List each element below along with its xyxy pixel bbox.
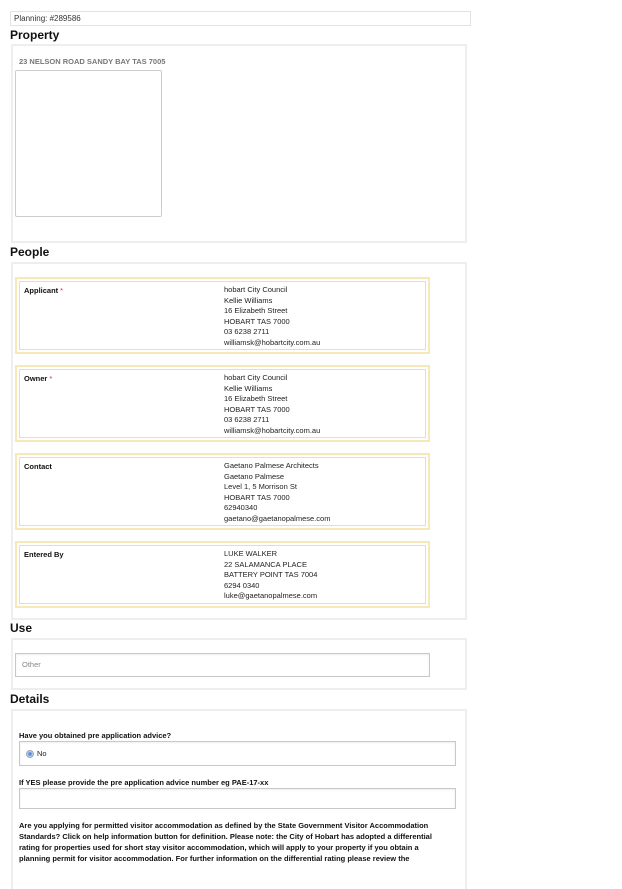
role-label: Contact [24,462,52,471]
role-label: Entered By [24,550,64,559]
use-field[interactable]: Other [15,653,430,677]
section-title-property: Property [10,28,60,42]
person-card-contact[interactable] [15,453,430,530]
people-panel [11,262,467,620]
property-panel [11,44,467,243]
property-map[interactable] [15,70,162,217]
person-details: LUKE WALKER 22 SALAMANCA PLACE BATTERY POINT TAS 7004 6294 0340 luke@gaetanopalmese.com [224,549,318,601]
advice-number-label: If YES please provide the pre application advice number eg PAE-17-xx [19,778,269,787]
section-title-details: Details [10,692,50,706]
details-panel [11,709,467,889]
required-marker: * [49,374,53,383]
person-details: hobart City Council Kellie Williams 16 Elizabeth Street HOBART TAS 7000 03 6238 2711 williamsk@hobartcity.com.au [224,373,321,435]
use-panel [11,638,467,690]
person-details: hobart City Council Kellie Williams 16 Elizabeth Street HOBART TAS 7000 03 6238 2711 williamsk@hobartcity.com.au [224,285,321,347]
pre-application-question: Have you obtained pre application advice? [19,731,172,740]
property-address: 23 NELSON ROAD SANDY BAY TAS 7005 [19,57,166,66]
person-card-entered-by[interactable] [15,541,430,608]
person-details: Gaetano Palmese Architects Gaetano Palmese Level 1, 5 Morrison St HOBART TAS 7000 62940340 gaetano@gaetanopalmese.com [224,461,331,523]
planning-reference: Planning: #289586 [10,11,471,26]
advice-number-input[interactable] [19,788,456,809]
visitor-accommodation-question: Are you applying for permitted visitor accommodation as defined by the State Government Visitor Accommodation Standards? Click on help information button for definition. Please note: the City of Hobart has adopted a differential rating for properties used for short stay visitor accommodation, which will apply to your property if you obtain a planning permit for visitor accommodation. For further information on the differential rating please review the [19,821,432,863]
radio-no-label[interactable]: No [37,749,47,758]
person-card-owner[interactable] [15,365,430,442]
role-label: Applicant * [24,286,64,295]
pre-application-radio-group [19,741,456,766]
radio-no[interactable] [26,750,34,758]
required-marker: * [60,286,64,295]
section-title-people: People [10,245,50,259]
section-title-use: Use [10,621,33,635]
role-label: Owner * [24,374,53,383]
person-card-applicant[interactable] [15,277,430,354]
